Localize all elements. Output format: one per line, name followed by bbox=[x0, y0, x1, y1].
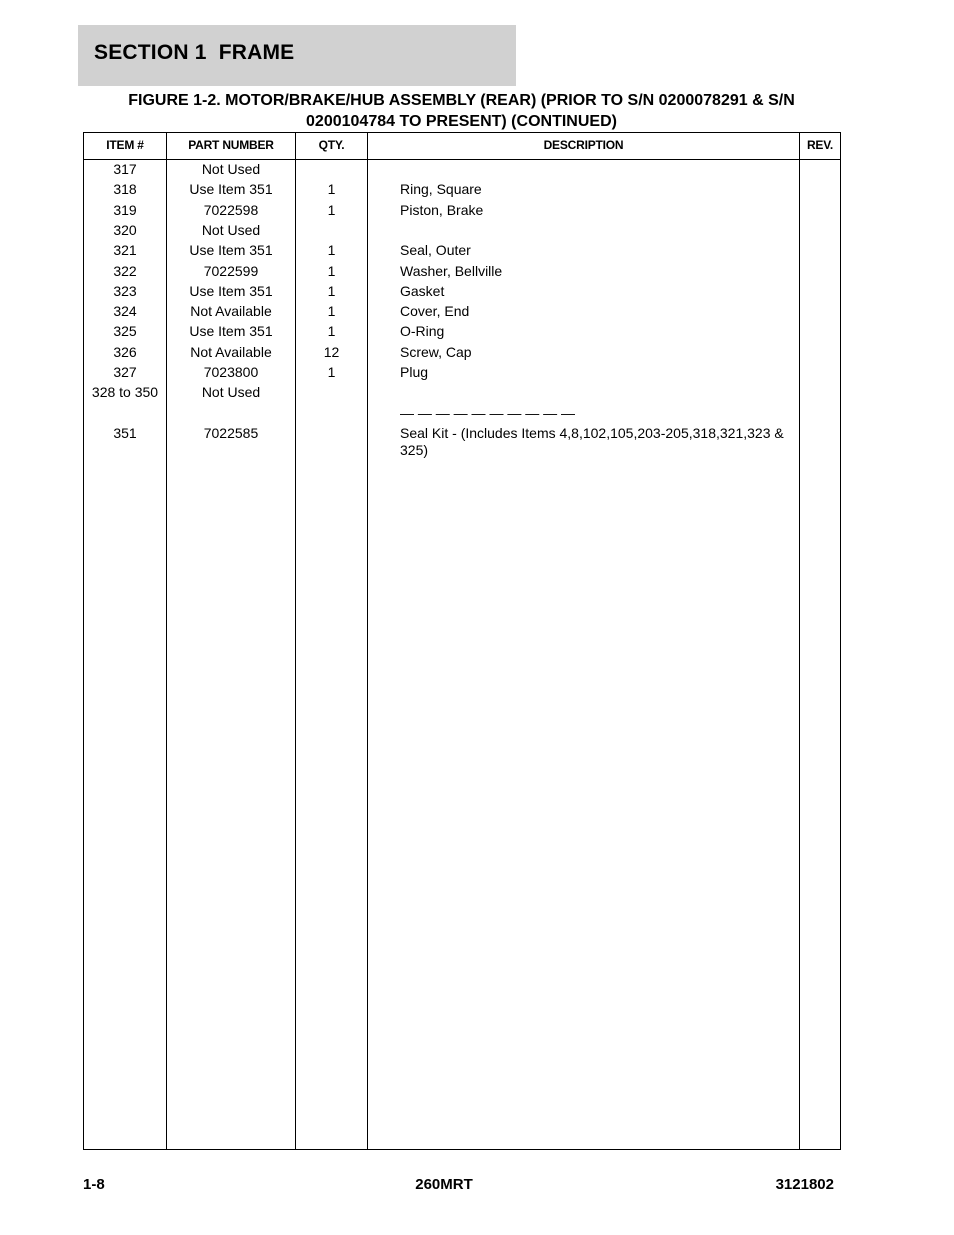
part-number-cell: 7022585 bbox=[203, 424, 259, 441]
description-cell: Cover, End bbox=[400, 303, 470, 320]
item-cell: 324 bbox=[113, 303, 137, 320]
header-part-number: PART NUMBER bbox=[188, 138, 274, 152]
part-number-cell: Not Used bbox=[201, 161, 261, 177]
part-number-cell: 7022598 bbox=[203, 201, 259, 218]
footer-model: 260MRT bbox=[415, 1176, 473, 1193]
description-cell: Plug bbox=[400, 364, 429, 380]
qty-cell: 1 bbox=[327, 282, 336, 299]
footer-doc-number: 3121802 bbox=[775, 1176, 834, 1193]
qty-cell: 1 bbox=[327, 201, 336, 218]
part-number-cell: 7023800 bbox=[203, 364, 259, 380]
header-item: ITEM # bbox=[106, 138, 144, 152]
item-cell: 325 bbox=[113, 323, 137, 340]
part-number-cell: Use Item 351 bbox=[189, 242, 273, 259]
part-number-cell: Use Item 351 bbox=[189, 282, 273, 299]
qty-cell: 12 bbox=[323, 343, 340, 360]
item-cell: 351 bbox=[113, 424, 137, 441]
qty-cell: 1 bbox=[327, 262, 336, 279]
description-cell: O-Ring bbox=[400, 323, 445, 340]
part-number-cell: Not Available bbox=[190, 343, 272, 360]
item-cell: 320 bbox=[113, 221, 137, 238]
part-number-cell: Not Used bbox=[201, 221, 261, 238]
item-cell: 327 bbox=[113, 364, 137, 380]
qty-cell: 1 bbox=[327, 323, 336, 340]
item-cell: 323 bbox=[113, 282, 137, 299]
item-cell: 326 bbox=[113, 343, 137, 360]
item-cell: 321 bbox=[113, 242, 137, 259]
qty-cell: 1 bbox=[327, 364, 336, 380]
item-cell: 318 bbox=[113, 181, 137, 198]
footer-page-number: 1-8 bbox=[83, 1176, 105, 1193]
item-cell: 322 bbox=[113, 262, 137, 279]
header-divider bbox=[84, 159, 840, 160]
figure-title-line-2: 0200104784 TO PRESENT) (CONTINUED) bbox=[306, 113, 617, 130]
part-number-cell: Not Used bbox=[201, 384, 261, 401]
figure-title bbox=[83, 90, 840, 132]
description-cell: Screw, Cap bbox=[400, 343, 472, 360]
description-cell: Piston, Brake bbox=[400, 201, 484, 218]
description-cell: Seal, Outer bbox=[400, 242, 471, 259]
section-header-band bbox=[78, 25, 516, 86]
description-cell: Ring, Square bbox=[400, 181, 482, 198]
figure-title-line-1: FIGURE 1-2. MOTOR/BRAKE/HUB ASSEMBLY (REAR) (PRIOR TO S/N 0200078291 & S/N bbox=[128, 92, 795, 109]
item-cell: 328 to 350 bbox=[91, 384, 159, 401]
section-title: SECTION 1 FRAME bbox=[94, 41, 295, 64]
item-cell: 317 bbox=[113, 161, 137, 177]
header-rev: REV. bbox=[806, 138, 834, 152]
column-divider bbox=[799, 133, 800, 1149]
part-number-cell: 7022599 bbox=[203, 262, 259, 279]
qty-cell: 1 bbox=[327, 242, 336, 259]
column-divider bbox=[367, 133, 368, 1149]
qty-cell: 1 bbox=[327, 181, 336, 198]
item-cell: 319 bbox=[113, 201, 137, 218]
part-number-cell: Not Available bbox=[190, 303, 272, 320]
part-number-cell: Use Item 351 bbox=[189, 181, 273, 198]
description-cell: Seal Kit - (Includes Items 4,8,102,105,203-205,318,321,323 & 325) bbox=[400, 424, 784, 458]
qty-cell: 1 bbox=[327, 303, 336, 320]
description-cell: Gasket bbox=[400, 282, 445, 299]
header-description: DESCRIPTION bbox=[543, 138, 624, 152]
parts-table bbox=[83, 132, 841, 1150]
part-number-cell: Use Item 351 bbox=[189, 323, 273, 340]
description-cell: Washer, Bellville bbox=[400, 262, 503, 279]
header-qty: QTY. bbox=[318, 138, 345, 152]
description-cell: — — — — — — — — — — bbox=[400, 404, 576, 421]
